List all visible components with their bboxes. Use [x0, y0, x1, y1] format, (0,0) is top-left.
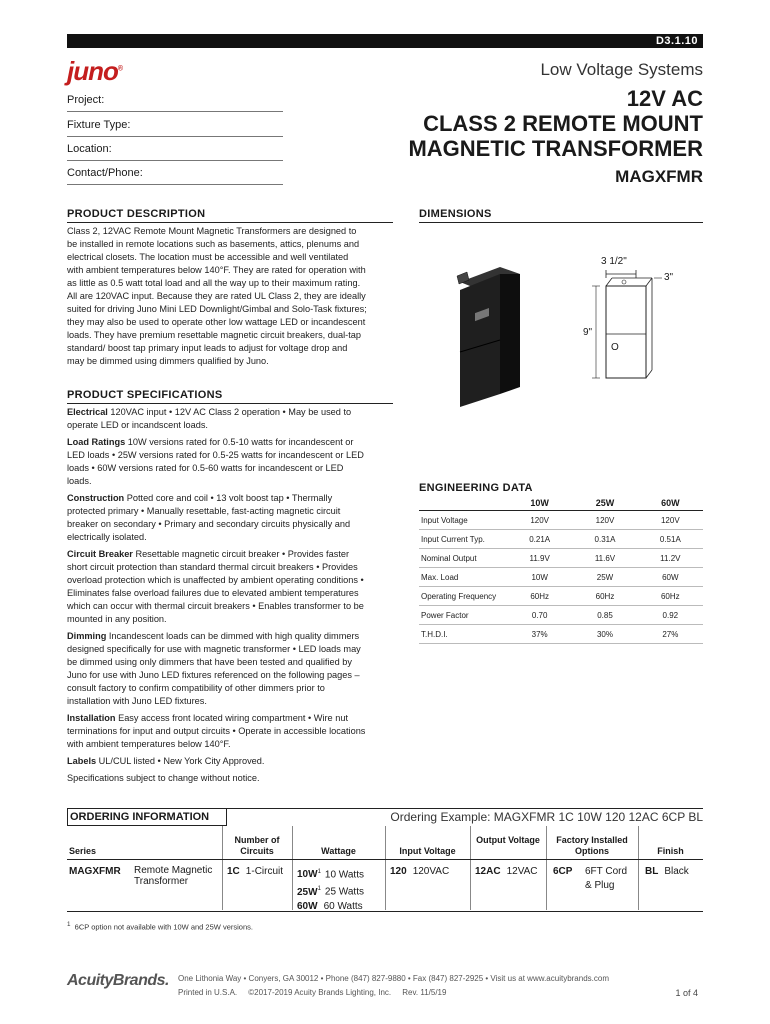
finish-code: BL — [645, 866, 659, 877]
table-row — [419, 625, 703, 644]
column-header — [419, 498, 507, 511]
cell: 37% — [507, 625, 572, 644]
cell: 120V — [507, 511, 572, 530]
cell: 0.85 — [572, 606, 637, 625]
footnote-marker: 1 — [317, 886, 321, 893]
page-number: 1 of 4 — [675, 988, 698, 998]
cell: 0.51A — [638, 530, 703, 549]
cell: 60Hz — [572, 587, 637, 606]
wattage-option — [297, 865, 364, 882]
row-label: Power Factor — [419, 606, 507, 625]
table-row — [419, 530, 703, 549]
spec-note: Specifications subject to change without notice. — [67, 773, 260, 783]
factory-option-code — [553, 865, 578, 879]
spec-item — [67, 406, 367, 432]
cell: 11.2V — [638, 549, 703, 568]
cell: 10W — [507, 568, 572, 587]
input-voltage-option — [390, 865, 449, 879]
project-field[interactable] — [67, 91, 283, 112]
acuity-brands-logo: AcuityBrands. — [67, 972, 169, 989]
series-description: Remote Magnetic Transformer — [134, 865, 213, 887]
ordering-example: Ordering Example: MAGXFMR 1C 10W 120 12AC 6CP BL — [390, 810, 703, 824]
cell: 0.92 — [638, 606, 703, 625]
juno-logo: juno® — [67, 56, 123, 86]
document-code: D3.1.10 — [655, 35, 698, 47]
ordering-information-heading: ORDERING INFORMATION — [67, 808, 227, 826]
title-line: CLASS 2 REMOTE MOUNT — [423, 111, 703, 136]
spec-label: Electrical — [67, 407, 108, 417]
footnote-marker: 1 — [317, 869, 321, 875]
options-column-header: Factory Installed Options — [556, 835, 628, 856]
field-label: Contact/Phone: — [67, 167, 143, 179]
wattage-description: 10 Watts — [324, 869, 364, 881]
table-row — [419, 549, 703, 568]
column-header: 25W — [572, 498, 637, 511]
table-row — [419, 568, 703, 587]
column-divider — [385, 826, 386, 910]
finish-column-header: Finish — [657, 846, 684, 856]
spec-label: Construction — [67, 493, 125, 503]
width-dimension-label: 3 1/2" — [601, 256, 627, 267]
wattage-column-header: Wattage — [321, 846, 356, 856]
engineering-data-table — [419, 498, 703, 644]
field-label: Project: — [67, 94, 105, 106]
spec-text: Resettable magnetic circuit breaker • Provides faster short circuit protection than standard thermal circuit breakers • Provides overload protection which is unaffected by ambient operating conditions • Eliminates false overload failures due to elevated ambient temperatures which can occur with thermal circuit breakers • Enables transformer to be mounted in any position. — [67, 549, 364, 624]
spec-item — [67, 492, 367, 544]
ordering-footnote — [67, 921, 253, 932]
product-specifications-heading: PRODUCT SPECIFICATIONS — [67, 389, 393, 404]
column-divider — [292, 826, 293, 910]
factory-option-description: 6FT Cord & Plug — [585, 866, 628, 891]
cell: 120V — [572, 511, 637, 530]
fixture-type-field[interactable] — [67, 116, 283, 137]
field-label: Location: — [67, 143, 112, 155]
printed-in: Printed in U.S.A. — [178, 988, 238, 997]
wattage-code: 10W — [297, 869, 318, 881]
spec-text: 10W versions rated for 0.5-10 watts for incandescent or LED loads • 25W versions rated for 0.5-25 watts for incandescent or LED loads • 60W versions rated for 0.5-60 watts for incandescent or LED loads. — [67, 437, 364, 486]
column-header: 10W — [507, 498, 572, 511]
wattage-options — [297, 865, 364, 914]
wattage-code: 25W — [297, 886, 318, 898]
input-voltage-column-header: Input Voltage — [399, 846, 456, 856]
cell: 0.31A — [572, 530, 637, 549]
circuit-option — [227, 865, 283, 879]
height-dimension-label: 9" — [583, 327, 593, 338]
spec-text: Easy access front located wiring compartment • Wire nut terminations for input and output circuits • Operate in accessible locations with ambient temperatures below 140°F. — [67, 713, 366, 749]
row-label: Input Voltage — [419, 511, 507, 530]
cell: 11.9V — [507, 549, 572, 568]
spec-item — [67, 548, 367, 626]
cell: 27% — [638, 625, 703, 644]
cell: 30% — [572, 625, 637, 644]
header-divider — [67, 859, 703, 860]
output-description: 12VAC — [506, 866, 538, 877]
series-column-header: Series — [69, 846, 97, 856]
row-label: Operating Frequency — [419, 587, 507, 606]
product-category: Low Voltage Systems — [540, 60, 703, 79]
cell: 0.70 — [507, 606, 572, 625]
output-voltage-option — [475, 865, 538, 879]
row-label: Max. Load — [419, 568, 507, 587]
finish-description: Black — [664, 866, 689, 877]
table-row — [419, 511, 703, 530]
spec-item — [67, 630, 367, 708]
title-line: 12V AC — [626, 86, 703, 111]
spec-label: Circuit Breaker — [67, 549, 133, 559]
wattage-option — [297, 900, 364, 914]
specifications-list — [67, 406, 367, 789]
circuit-code: 1C — [227, 866, 240, 877]
engineering-header-row — [419, 498, 703, 511]
footer-print-info — [178, 988, 446, 997]
row-label: Nominal Output — [419, 549, 507, 568]
transformer-photo — [445, 262, 565, 407]
output-voltage-column-header: Output Voltage — [476, 835, 540, 845]
cell: 120V — [638, 511, 703, 530]
model-number: MAGXFMR — [615, 167, 703, 186]
spec-label: Load Ratings — [67, 437, 126, 447]
spec-text: Incandescent loads can be dimmed with high quality dimmers designed specifically for use with magnetic transformer • LED loads may be dimmed using only dimmers that have been tested and qualified by Juno for use with Juno LED fixtures referenced on the following pages – consult factory to confirm compatibility of other dimmers prior to installation with Juno LED fixtures. — [67, 631, 361, 706]
spec-item — [67, 755, 367, 768]
cell: 11.6V — [572, 549, 637, 568]
footnote-number: 1 — [67, 921, 71, 928]
spec-text: Potted core and coil • 13 volt boost tap • Thermally protected primary • Manually resettable, fast-acting magnetic circuit breaker on secondary • Primary and secondary circuits physically and electrically isolated. — [67, 493, 351, 542]
footer-address: One Lithonia Way • Conyers, GA 30012 • Phone (847) 827-9880 • Fax (847) 827-2925 • Visit us at www.acuitybrands.com — [178, 974, 609, 983]
spec-text: 120VAC input • 12V AC Class 2 operation • May be used to operate LED or incandscent loads. — [67, 407, 352, 430]
wattage-option — [297, 882, 364, 899]
wattage-description: 60 Watts — [323, 900, 363, 912]
field-label: Fixture Type: — [67, 119, 131, 131]
location-field[interactable] — [67, 140, 283, 161]
spec-text: UL/CUL listed • New York City Approved. — [98, 756, 265, 766]
footnote-text: 6CP option not available with 10W and 25W versions. — [74, 922, 253, 932]
product-title — [343, 86, 703, 161]
circuit-description: 1-Circuit — [245, 866, 284, 877]
row-label: Input Current Typ. — [419, 530, 507, 549]
wattage-code: 60W — [297, 900, 318, 912]
cell: 60W — [638, 568, 703, 587]
table-row — [419, 606, 703, 625]
column-divider — [638, 826, 639, 910]
circuits-column-header: Number of Circuits — [234, 835, 280, 856]
wattage-description: 25 Watts — [324, 886, 364, 898]
table-row — [419, 587, 703, 606]
spec-item — [67, 712, 367, 751]
knockout-mark: O — [611, 342, 619, 353]
revision: Rev. 11/5/19 — [402, 988, 447, 997]
dimension-drawing — [578, 256, 690, 391]
output-code: 12AC — [475, 866, 501, 877]
dimensions-heading: DIMENSIONS — [419, 208, 703, 223]
depth-dimension-label: 3" — [664, 272, 674, 283]
finish-option — [645, 865, 689, 879]
spec-label: Labels — [67, 756, 97, 766]
product-description-heading: PRODUCT DESCRIPTION — [67, 208, 393, 223]
cell: 25W — [572, 568, 637, 587]
spec-label: Dimming — [67, 631, 107, 641]
cell: 60Hz — [638, 587, 703, 606]
copyright: ©2017-2019 Acuity Brands Lighting, Inc. — [248, 988, 392, 997]
cell: 60Hz — [507, 587, 572, 606]
header-bar — [67, 34, 703, 48]
option-code: 6CP — [553, 866, 573, 877]
contact-phone-field[interactable] — [67, 164, 283, 185]
title-line: MAGNETIC TRANSFORMER — [408, 136, 703, 161]
input-code: 120 — [390, 866, 407, 877]
product-description-text: Class 2, 12VAC Remote Mount Magnetic Transformers are designed to be installed in remote locations such as basements, attics, plenums and electrical closets. The location must be accessible and well ventilated with ambient temperatures below 140°F. They are rated for operation with as little as 0.5 watt total load and all the way up to their maximum rating. All are 120VAC input. Because they are rated UL Class 2, they are ideally suited for driving Juno Mini LED Downlight/Gimbal and Solo-Task fixtures; they may also be used to operate other low wattage LED or incandescent loads. They have premium resettable magnetic circuit breakers, dual-tap standard/ boost tap primary input leads to adjust for voltage drop and may be dimmed using dimmers qualified by Juno. — [67, 226, 367, 366]
spec-item — [67, 436, 367, 488]
engineering-data-heading: ENGINEERING DATA — [419, 482, 533, 494]
row-label: T.H.D.I. — [419, 625, 507, 644]
spec-label: Installation — [67, 713, 116, 723]
series-code-text: MAGXFMR — [69, 866, 121, 877]
column-header: 60W — [638, 498, 703, 511]
cell: 0.21A — [507, 530, 572, 549]
input-description: 120VAC — [412, 866, 450, 877]
series-code — [69, 865, 127, 879]
